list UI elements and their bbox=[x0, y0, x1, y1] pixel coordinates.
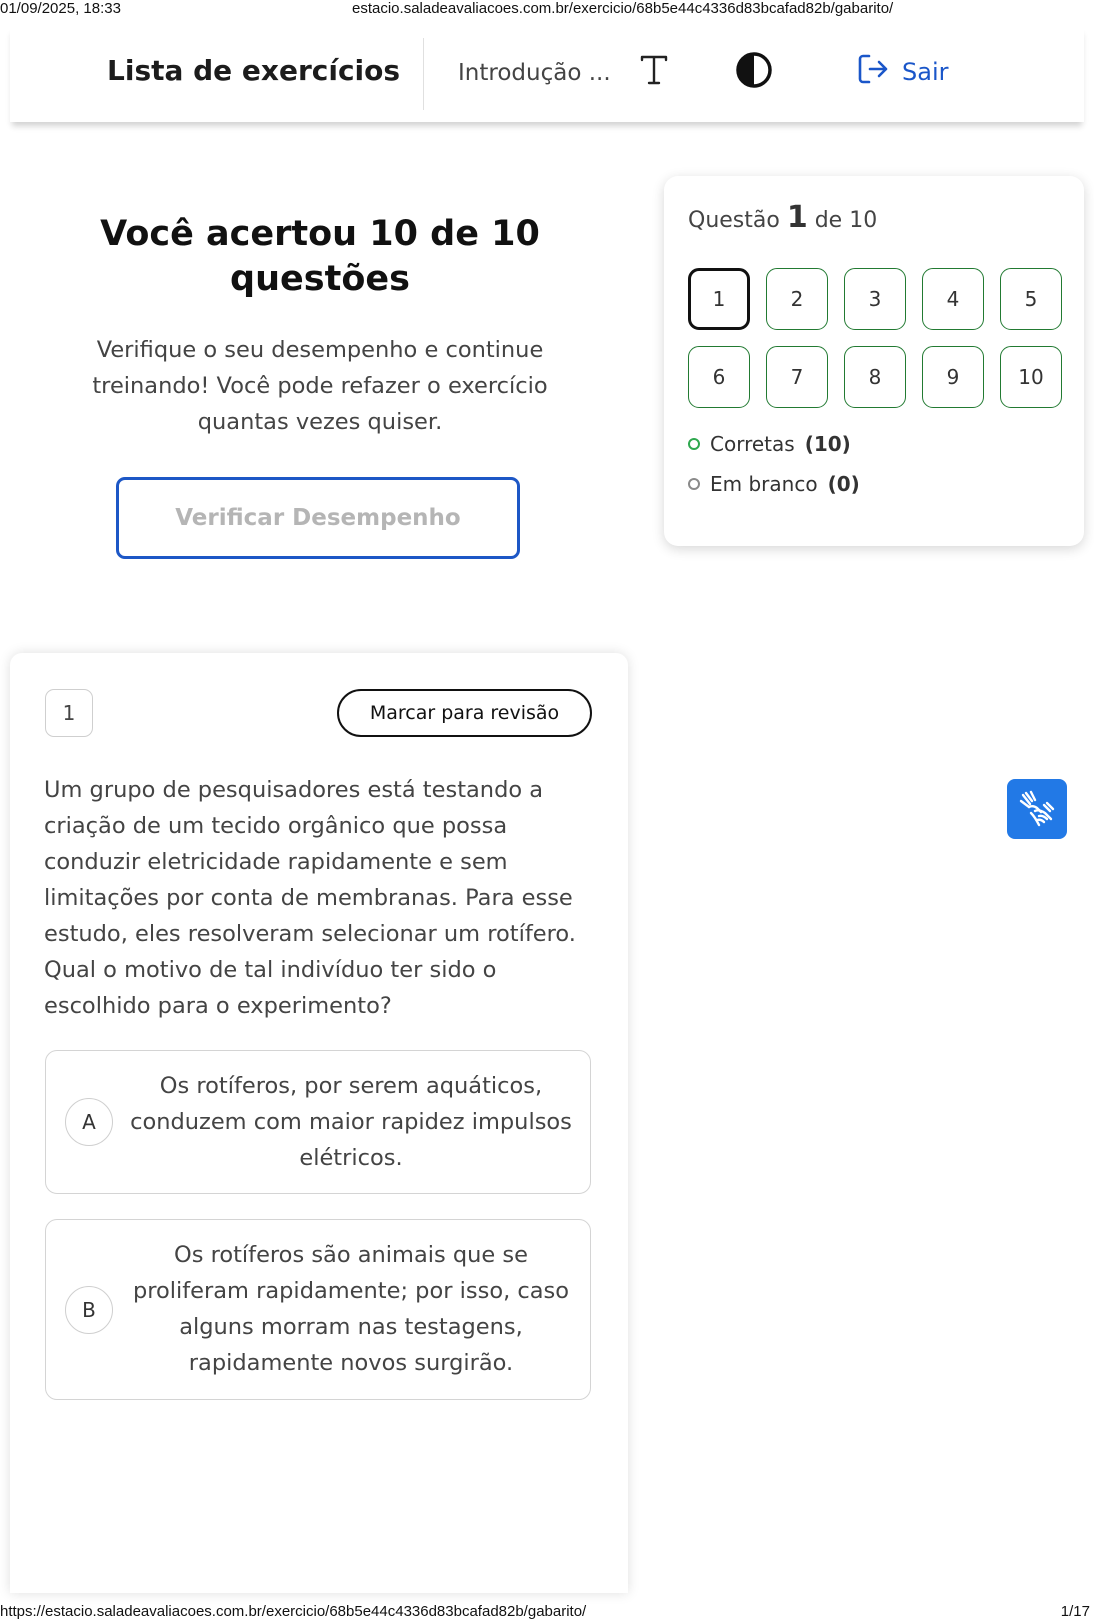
result-summary bbox=[60, 212, 580, 440]
option-letter: B bbox=[65, 1286, 113, 1334]
header-divider bbox=[423, 38, 424, 110]
contrast-icon[interactable] bbox=[734, 50, 774, 90]
correct-label: Corretas bbox=[710, 432, 795, 456]
legend-blank bbox=[688, 472, 860, 496]
question-navigator bbox=[664, 176, 1084, 546]
print-header bbox=[0, 0, 1094, 18]
print-footer bbox=[0, 1603, 1094, 1623]
print-footer-url: https://estacio.saladeavaliacoes.com.br/exercicio/68b5e44c4336d83bcafad82b/gabarito/ bbox=[0, 1603, 587, 1620]
print-page-number: 1/17 bbox=[1060, 1603, 1090, 1620]
question-counter bbox=[688, 200, 877, 235]
question-button-7[interactable]: 7 bbox=[766, 346, 828, 408]
verify-performance-button[interactable]: Verificar Desempenho bbox=[116, 477, 520, 559]
question-button-9[interactable]: 9 bbox=[922, 346, 984, 408]
blank-label: Em branco bbox=[710, 472, 818, 496]
question-button-4[interactable]: 4 bbox=[922, 268, 984, 330]
text-size-icon[interactable] bbox=[634, 50, 674, 90]
question-button-10[interactable]: 10 bbox=[1000, 346, 1062, 408]
question-button-2[interactable]: 2 bbox=[766, 268, 828, 330]
legend-correct bbox=[688, 432, 851, 456]
answer-option-b[interactable] bbox=[45, 1219, 591, 1400]
blank-count: (0) bbox=[827, 472, 860, 496]
correct-count: (10) bbox=[804, 432, 851, 456]
blank-dot-icon bbox=[688, 478, 700, 490]
print-datetime: 01/09/2025, 18:33 bbox=[0, 0, 121, 17]
correct-dot-icon bbox=[688, 438, 700, 450]
option-text: Os rotíferos, por serem aquáticos, conduzem com maior rapidez impulsos elétricos. bbox=[130, 1073, 572, 1171]
result-message: Verifique o seu desempenho e continue treinando! Você pode refazer o exercício quantas vezes quiser. bbox=[92, 337, 548, 435]
sign-language-icon[interactable] bbox=[1007, 779, 1067, 839]
page-title: Lista de exercícios bbox=[107, 54, 401, 87]
question-button-8[interactable]: 8 bbox=[844, 346, 906, 408]
question-button-5[interactable]: 5 bbox=[1000, 268, 1062, 330]
mark-for-review-button[interactable]: Marcar para revisão bbox=[337, 689, 592, 737]
question-number-badge: 1 bbox=[45, 689, 93, 737]
answer-option-a[interactable] bbox=[45, 1050, 591, 1194]
question-stem: Um grupo de pesquisadores está testando a criação de um tecido orgânico que possa conduzir eletricidade rapidamente e sem limitações por conta de membranas. Para esse estudo, eles resolveram selecionar um rotífero. Qual o motivo de tal indivíduo ter sido o escolhido para o experimento? bbox=[44, 777, 576, 1019]
exit-label: Sair bbox=[902, 58, 949, 86]
question-button-3[interactable]: 3 bbox=[844, 268, 906, 330]
counter-suffix: de 10 bbox=[814, 208, 878, 233]
print-header-url: estacio.saladeavaliacoes.com.br/exercicio/68b5e44c4336d83bcafad82b/gabarito/ bbox=[352, 0, 894, 17]
question-card bbox=[10, 653, 628, 1593]
result-title: Você acertou 10 de 10 questões bbox=[100, 214, 540, 299]
question-button-1[interactable]: 1 bbox=[688, 268, 750, 330]
logout-icon bbox=[856, 52, 890, 92]
counter-current: 1 bbox=[786, 200, 808, 235]
option-text: Os rotíferos são animais que se proliferam rapidamente; por isso, caso alguns morram nas testagens, rapidamente novos surgirão. bbox=[132, 1242, 570, 1376]
question-button-6[interactable]: 6 bbox=[688, 346, 750, 408]
option-letter: A bbox=[65, 1098, 113, 1146]
top-navigation-bar bbox=[10, 26, 1084, 122]
counter-prefix: Questão bbox=[688, 208, 780, 233]
question-grid bbox=[688, 268, 1062, 408]
exit-button[interactable] bbox=[856, 52, 948, 92]
course-name[interactable]: Introdução ... bbox=[458, 60, 611, 86]
